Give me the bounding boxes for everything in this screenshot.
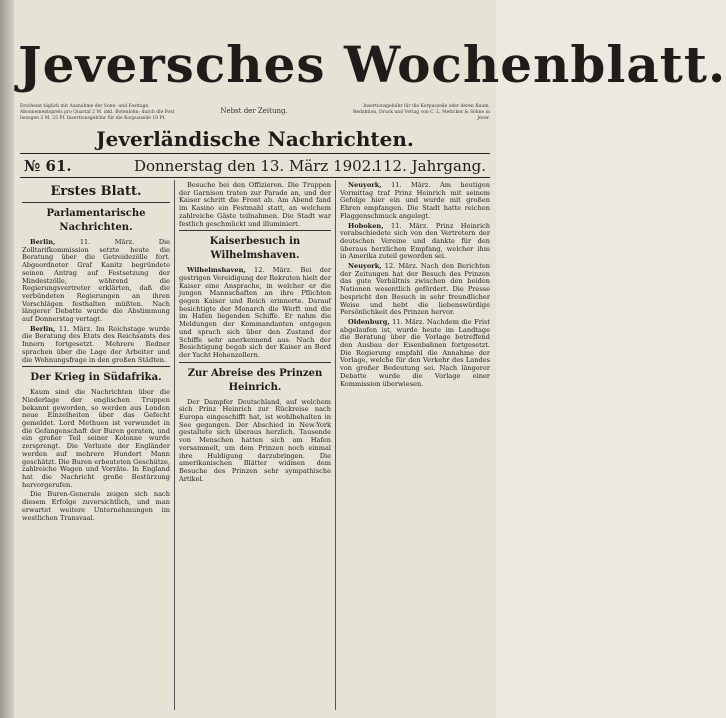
supplement-notice: Nebst der Zeitung. bbox=[220, 107, 288, 115]
article-paragraph: Kaum sind die Nachrichten über die Niederlage der englischen Truppen bekannt geworden, so werden aus London neue Einzelheiten über das Gefecht gemeldet. Lord Methuen ist verwundet in die Gefangenschaft der Buren geraten, und ein großer Teil seiner Kolonne wurde zersprengt. Die Verluste der Engländer werden auf mehrere Hundert Mann geschätzt. Die Buren erbeuteten Geschütze, zahlreiche Wagen und Vorräte. In England hat die Nachricht große Bestürzung hervorgerufen. bbox=[22, 388, 170, 489]
dateline: Wilhelmshaven, bbox=[187, 266, 246, 275]
article-paragraph bbox=[340, 182, 490, 221]
article-paragraph bbox=[340, 319, 490, 388]
dateline: Berlin, bbox=[30, 324, 56, 333]
column-right bbox=[340, 182, 490, 710]
article-paragraph: Die Buren-Generale zeigen sich nach diesem Erfolge zuversichtlich, und man erwartet weitere Unternehmungen im westlichen Transvaal. bbox=[22, 490, 170, 522]
publisher-notice: Insertionsgebühr für die Korpuszeile oder deren Raum. Redaktion, Druck und Verlag von C. L. Mettcker & Söhne in Jever. bbox=[353, 104, 490, 121]
paragraph-text: 11. März. Die Zolltarifkommission setzte heute die Beratung über die Getreidezölle fort. Abgeordneter Graf Kanitz begründete seinen Antrag auf Festsetzung der Mindestzölle, während die Regierungsvertreter erklärten, daß die verbündeten Regierungen an ihren Vorschlägen festhalten müßten. Nach längerer Debatte wurde die Abstimmung auf Donnerstag vertagt. bbox=[22, 238, 170, 324]
article-paragraph: Besuche bei den Offizieren. Die Truppen der Garnison traten zur Parade an, und der Kaiser schritt die Front ab. Am Abend fand im Kasino ein Festmahl statt, an welchem zahlreiche Gäste teilnahmen. Die Stadt war festlich geschmückt und illuminiert. bbox=[179, 181, 331, 228]
subsection-heading: Parlamentarische Nachrichten. bbox=[46, 208, 146, 233]
subsection-heading: Kaiserbesuch in Wilhelmshaven. bbox=[179, 230, 331, 263]
subsection-heading: Zur Abreise des Prinzen Heinrich. bbox=[179, 362, 331, 395]
subscription-notice: Erscheint täglich mit Ausnahme der Sonn- und Festtage. Abonnementspreis pro Quartal 2 M. inkl. Botenlohn; durch die Post bezogen 2 M. 25 Pf. Insertionsgebühr für die Korpuszeile 10 Pf. bbox=[20, 104, 175, 121]
paragraph-text: 11. März. Nachdem die Frist abgelaufen ist, wurde heute im Landtage die Beratung über die Vorlage betreffend den Ausbau der Eisenbahnen fortgesetzt. Die Regierung empfahl die Annahme der Vorlage, welche für den Verkehr des Landes von großer Bedeutung sei. Nach längerer Debatte wurde die Vorlage einer Kommission überwiesen. bbox=[340, 317, 490, 388]
masthead-title: Jeversches Wochenblatt. bbox=[18, 35, 726, 94]
column-middle bbox=[179, 182, 331, 710]
issue-number: № 61. bbox=[24, 157, 72, 175]
article-paragraph bbox=[340, 223, 490, 262]
issue-date: Donnerstag den 13. März 1902. bbox=[133, 157, 377, 175]
article-paragraph bbox=[22, 326, 170, 365]
section-heading: Erstes Blatt. bbox=[22, 184, 170, 203]
paragraph-text: 11. März. Prinz Heinrich verabschiedete sich von den Vertretern der deutschen Vereine und dankte für den überaus herzlichen Empfang, welcher ihm in Amerika zuteil geworden sei. bbox=[340, 221, 490, 261]
article-paragraph bbox=[179, 267, 331, 359]
column-divider bbox=[174, 180, 175, 710]
paragraph-text: 12. März. Bei der gestrigen Vereidigung der Rekruten hielt der Kaiser eine Ansprache, in welcher er die jungen Mannschaften an ihre Pflichten gegen Kaiser und Reich erinnerte. Darauf besichtigte der Monarch die Werft und die im Hafen liegenden Schiffe. Er nahm die Meldungen der Kommandanten entgegen und sprach sich über den Zustand der Schiffe sehr anerkennend aus. Nach der Besichtigung begab sich der Kaiser an Bord der Yacht Hohenzollern. bbox=[179, 266, 331, 359]
dateline: Neuyork, bbox=[348, 181, 382, 189]
rule-top bbox=[20, 153, 490, 154]
article-paragraph bbox=[22, 239, 170, 324]
issue-bar bbox=[20, 156, 490, 176]
paragraph-text: 11. März. Am heutigen Vormittag traf Prinz Heinrich mit seinem Gefolge hier ein und wurde mit großen Ehren empfangen. Die Stadt hatte reichen Flaggenschmuck angelegt. bbox=[340, 181, 490, 220]
dateline: Oldenburg, bbox=[348, 317, 390, 326]
newspaper-page bbox=[14, 0, 726, 718]
masthead-subtitle: Jeverländische Nachrichten. bbox=[96, 127, 414, 151]
paragraph-text: 11. März. Im Reichstage wurde die Beratung des Etats des Reichsamts des Innern fortgesetzt. Mehrere Redner sprachen über die Lage der Arbeiter und die Wohnungsfrage in den großen Städten. bbox=[22, 324, 170, 364]
dateline: Hoboken, bbox=[348, 221, 384, 230]
page-spine-shadow bbox=[0, 0, 14, 718]
rule-bottom bbox=[20, 177, 490, 178]
issue-year: 112. Jahrgang. bbox=[373, 157, 486, 175]
subsection-heading: Der Krieg in Südafrika. bbox=[22, 366, 170, 385]
article-paragraph: Der Dampfer Deutschland, auf welchem sich Prinz Heinrich zur Rückreise nach Europa eingeschifft hat, ist wohlbehalten in See gegangen. Der Abschied in New-York gestaltete sich überaus herzlich. Tausende von Menschen hatten sich am Hafen versammelt, um dem Prinzen noch einmal ihre Huldigung darzubringen. Die amerikanischen Blätter widmen dem Besuche des Prinzen sehr sympathische Artikel. bbox=[179, 397, 331, 483]
column-divider bbox=[335, 180, 336, 710]
dateline: Berlin, bbox=[30, 238, 56, 246]
dateline: Neuyork, bbox=[348, 262, 382, 271]
paragraph-text: 12. März. Nach den Berichten der Zeitungen hat der Besuch des Prinzen das gute Verhältnis zwischen den beiden Nationen wesentlich gefördert. Die Presse bespricht den Besuch in sehr freundlicher Weise und hebt die liebenswürdige Persönlichkeit des Prinzen hervor. bbox=[340, 262, 490, 317]
column-left bbox=[22, 182, 170, 710]
article-paragraph bbox=[340, 263, 490, 317]
